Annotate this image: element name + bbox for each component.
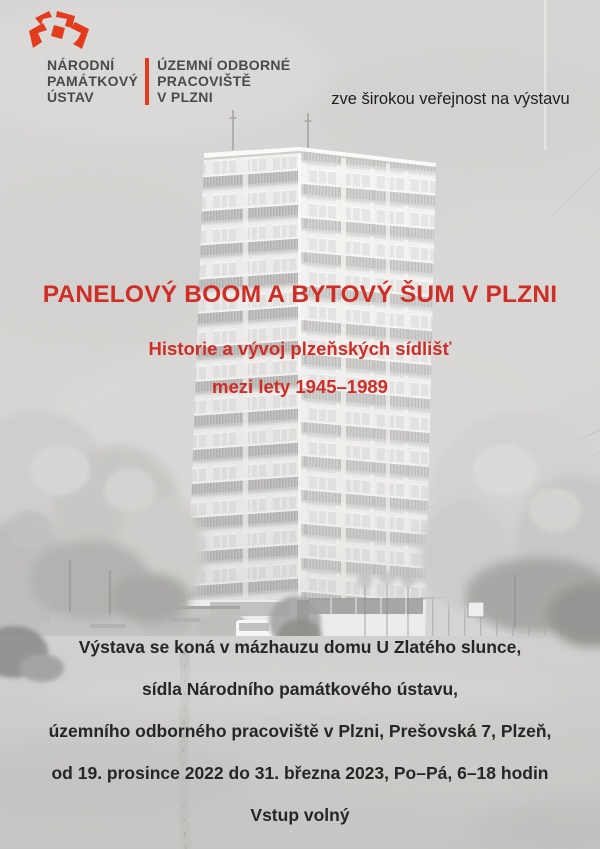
detail-line-address: územního odborného pracoviště v Plzni, Prešovská 7, Plzeň, xyxy=(48,721,552,741)
detail-line-dates-hours: od 19. prosince 2022 do 31. března 2023, Po–Pá, 6–18 hodin xyxy=(51,763,549,783)
branch-name-line: ÚZEMNÍ ODBORNÉ xyxy=(157,57,291,73)
branch-name-line: PRACOVIŠTĚ xyxy=(157,73,252,89)
logo-fragment xyxy=(71,22,89,49)
logo-divider xyxy=(145,58,149,105)
logo-fragment xyxy=(56,11,75,28)
detail-line-admission: Vstup volný xyxy=(250,805,350,825)
exhibition-subtitle: Historie a vývoj plzeňských sídlišť xyxy=(148,338,452,359)
detail-line-institution: sídla Národního památkového ústavu, xyxy=(141,679,459,699)
org-name-line: PAMÁTKOVÝ xyxy=(47,73,139,89)
logo-fragment xyxy=(51,25,65,39)
org-name-line: NÁRODNÍ xyxy=(47,57,115,73)
branch-name xyxy=(157,57,290,105)
org-name-line: ÚSTAV xyxy=(47,89,94,105)
npu-logo-icon xyxy=(27,9,97,55)
invitation-text: zve širokou veřejnost na výstavu xyxy=(331,90,570,108)
org-name xyxy=(47,57,138,105)
branch-name-line: V PLZNI xyxy=(157,89,213,105)
visit-details xyxy=(0,626,600,836)
exhibition-years: mezi lety 1945–1989 xyxy=(212,376,388,397)
detail-line-venue: Výstava se koná v mázhauzu domu U Zlatého slunce, xyxy=(78,637,522,657)
logo-lockup xyxy=(47,57,290,105)
logo-fragment xyxy=(35,11,52,25)
logo-fragment xyxy=(29,23,47,48)
exhibition-title: PANELOVÝ BOOM A BYTOVÝ ŠUM V PLZNI xyxy=(42,281,558,308)
